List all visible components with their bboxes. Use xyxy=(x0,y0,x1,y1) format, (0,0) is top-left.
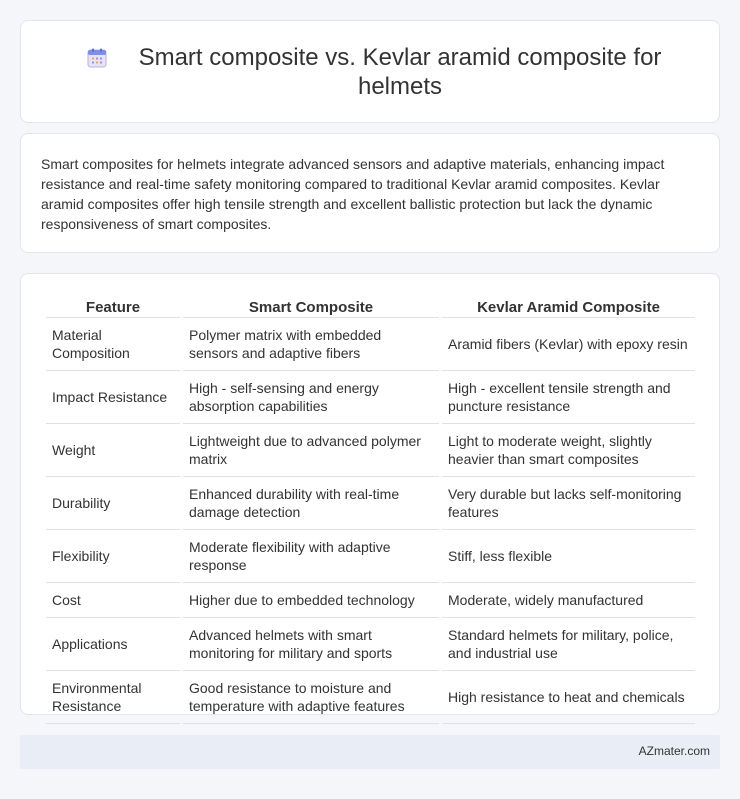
footer-brand: AZmater.com xyxy=(638,744,710,758)
kevlar-composite-cell: Aramid fibers (Kevlar) with epoxy resin xyxy=(442,318,695,371)
smart-composite-cell: Lightweight due to advanced polymer matrix xyxy=(183,424,439,477)
title-card xyxy=(20,20,720,123)
smart-composite-cell: Advanced helmets with smart monitoring for military and sports xyxy=(183,618,439,671)
table-row xyxy=(46,618,695,671)
table-row xyxy=(46,371,695,424)
comparison-card xyxy=(20,273,720,715)
table-row xyxy=(46,424,695,477)
kevlar-composite-cell: Stiff, less flexible xyxy=(442,530,695,583)
feature-cell: Flexibility xyxy=(46,530,180,583)
feature-cell: Cost xyxy=(46,583,180,618)
kevlar-composite-cell: Very durable but lacks self-monitoring features xyxy=(442,477,695,530)
smart-composite-cell: Good resistance to moisture and temperature with adaptive features xyxy=(183,671,439,724)
smart-composite-cell: High - self-sensing and energy absorption capabilities xyxy=(183,371,439,424)
kevlar-composite-cell: Moderate, widely manufactured xyxy=(442,583,695,618)
intro-card xyxy=(20,133,720,253)
kevlar-composite-cell: Standard helmets for military, police, and industrial use xyxy=(442,618,695,671)
comparison-table xyxy=(43,296,698,724)
intro-paragraph: Smart composites for helmets integrate advanced sensors and adaptive materials, enhancing impact resistance and real-time safety monitoring compared to traditional Kevlar aramid composites. Kevlar aramid composites offer high tensile strength and excellent ballistic protection but lack the dynamic responsiveness of smart composites. xyxy=(41,156,665,232)
footer-bar xyxy=(20,735,720,769)
feature-cell: Impact Resistance xyxy=(46,371,180,424)
kevlar-composite-cell: Light to moderate weight, slightly heavier than smart composites xyxy=(442,424,695,477)
column-header-kevlar-composite: Kevlar Aramid Composite xyxy=(442,296,695,318)
feature-cell: Weight xyxy=(46,424,180,477)
table-row xyxy=(46,318,695,371)
feature-cell: Applications xyxy=(46,618,180,671)
feature-cell: Material Composition xyxy=(46,318,180,371)
table-row xyxy=(46,583,695,618)
smart-composite-cell: Polymer matrix with embedded sensors and adaptive fibers xyxy=(183,318,439,371)
page-title: Smart composite vs. Kevlar aramid composite for helmets xyxy=(138,44,662,100)
table-row xyxy=(46,477,695,530)
kevlar-composite-cell: High - excellent tensile strength and puncture resistance xyxy=(442,371,695,424)
smart-composite-cell: Moderate flexibility with adaptive response xyxy=(183,530,439,583)
feature-cell: Durability xyxy=(46,477,180,530)
table-row xyxy=(46,671,695,724)
column-header-feature: Feature xyxy=(46,296,180,318)
smart-composite-cell: Higher due to embedded technology xyxy=(183,583,439,618)
table-header-row xyxy=(46,296,695,318)
feature-cell: Environmental Resistance xyxy=(46,671,180,724)
column-header-smart-composite: Smart Composite xyxy=(183,296,439,318)
table-row xyxy=(46,530,695,583)
kevlar-composite-cell: High resistance to heat and chemicals xyxy=(442,671,695,724)
smart-composite-cell: Enhanced durability with real-time damage detection xyxy=(183,477,439,530)
